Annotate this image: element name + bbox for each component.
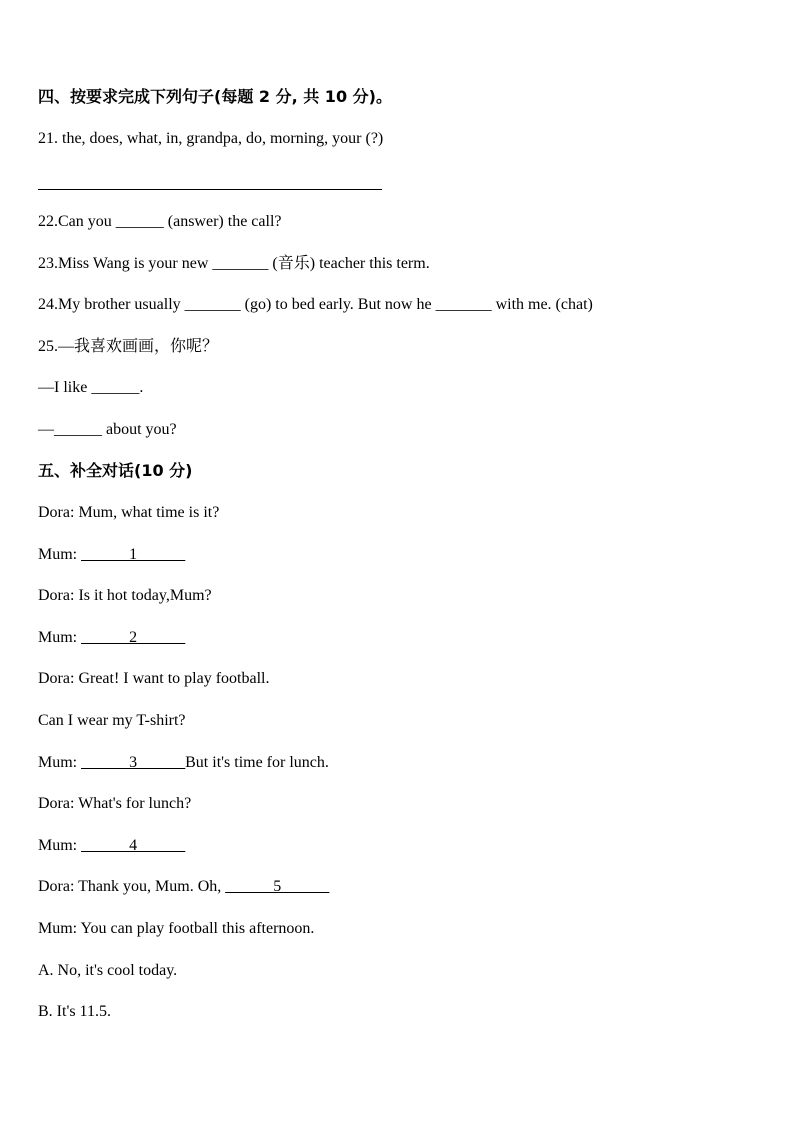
- speaker: Mum:: [38, 920, 81, 937]
- question-25-line-a: —I like ______.: [38, 379, 144, 396]
- question-25-line-b: —______ about you?: [38, 421, 177, 438]
- answer-line-21: [38, 189, 382, 190]
- speaker: Mum:: [38, 837, 82, 854]
- dialogue-line: [38, 503, 219, 523]
- speaker: Dora:: [38, 587, 79, 604]
- dialogue-line: [38, 586, 212, 606]
- dialogue-text: You can play football this afternoon.: [80, 920, 315, 937]
- dialogue-text: Mum, what time is it?: [78, 504, 220, 521]
- question-23: 23.Miss Wang is your new _______ (音乐) teacher this term.: [38, 255, 430, 272]
- question-22: 22.Can you ______ (answer) the call?: [38, 213, 282, 230]
- speaker: Mum:: [38, 546, 82, 563]
- dialogue-line: [38, 877, 329, 897]
- option-a: A. No, it's cool today.: [38, 962, 178, 979]
- blank-3: ______3______: [81, 754, 186, 771]
- speaker: Dora:: [38, 504, 79, 521]
- blank-1: ______1______: [81, 546, 186, 563]
- speaker: Dora:: [38, 670, 79, 687]
- question-25: 25.—我喜欢画画，你呢？: [38, 338, 219, 355]
- blank-4: ______4______: [81, 837, 186, 854]
- dialogue-line: [38, 794, 191, 814]
- dialogue-line: [38, 836, 185, 856]
- question-24: 24.My brother usually _______ (go) to bed early. But now he _______ with me. (chat): [38, 296, 593, 313]
- dialogue-text: But it's time for lunch.: [185, 754, 329, 771]
- section-5-heading: 五、补全对话(10 分): [38, 461, 193, 480]
- dialogue-text: Can I wear my T-shirt?: [38, 712, 186, 729]
- dialogue-line: [38, 628, 185, 648]
- dialogue-text: Great! I want to play football.: [78, 670, 270, 687]
- speaker: Dora:: [38, 795, 79, 812]
- dialogue-line: [38, 711, 186, 731]
- dialogue-text: What's for lunch?: [78, 795, 192, 812]
- speaker: Dora:: [38, 878, 79, 895]
- blank-5: ______5______: [225, 878, 330, 895]
- dialogue-text: Is it hot today,Mum?: [78, 587, 212, 604]
- speaker: Mum:: [38, 754, 82, 771]
- dialogue-line: [38, 545, 185, 565]
- option-b: B. It's 11.5.: [38, 1003, 111, 1020]
- dialogue-line: [38, 669, 269, 689]
- speaker: Mum:: [38, 629, 82, 646]
- blank-2: ______2______: [81, 629, 186, 646]
- dialogue-text: Thank you, Mum. Oh,: [78, 878, 226, 895]
- section-4-heading: 四、按要求完成下列句子(每题 2 分, 共 10 分)。: [38, 87, 392, 106]
- dialogue-line: [38, 919, 314, 939]
- question-21: 21. the, does, what, in, grandpa, do, morning, your (?): [38, 130, 384, 147]
- dialogue-line: [38, 753, 329, 773]
